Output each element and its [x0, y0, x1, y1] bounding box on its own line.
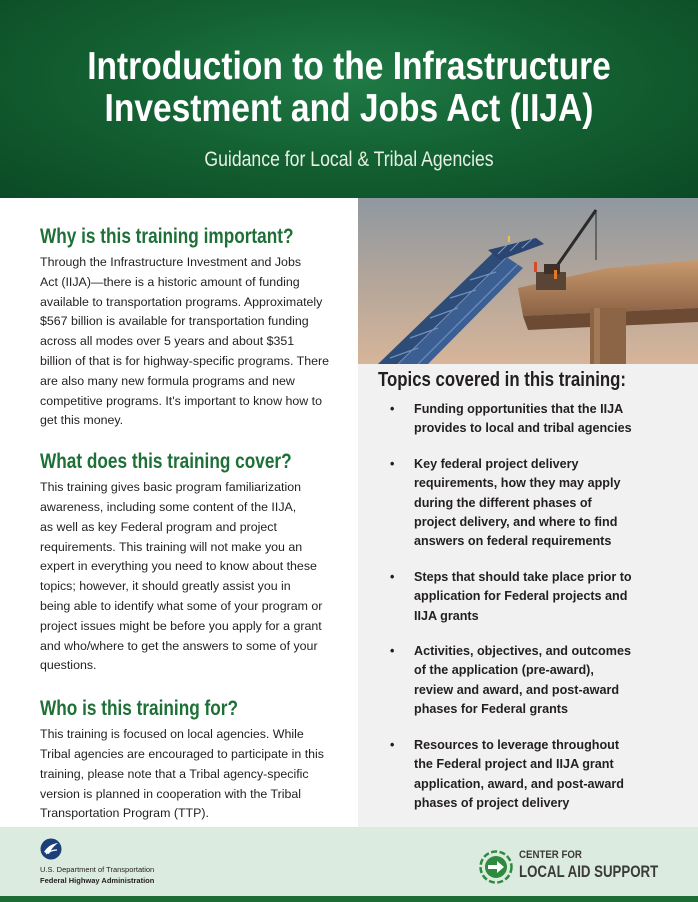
topic-line: review and award, and post-award	[414, 682, 620, 697]
topic-item	[390, 568, 690, 626]
clas-line: CENTER FOR	[519, 849, 582, 861]
topic-item	[390, 455, 690, 552]
topic-line: answers on federal requirements	[414, 534, 612, 549]
section-heading: Who is this training for?	[40, 697, 239, 721]
page-subtitle: Guidance for Local & Tribal Agencies	[204, 148, 494, 171]
section-paragraph	[40, 478, 336, 676]
clas-wordmark	[519, 849, 698, 882]
para-line: expert in everything you need to know about these	[40, 559, 317, 574]
topic-line: the Federal project and IIJA grant	[414, 757, 614, 772]
title-line: Investment and Jobs Act (IIJA)	[104, 87, 594, 130]
section-what	[40, 449, 336, 676]
section-heading: What does this training cover?	[40, 450, 292, 474]
bullet-icon: •	[390, 456, 395, 471]
para-line: competitive programs. It's important to know how to	[40, 393, 322, 408]
bullet-icon: •	[390, 644, 395, 659]
para-line: available to transportation programs. Approximately	[40, 294, 323, 309]
bullet-icon: •	[390, 402, 395, 416]
section-why	[40, 224, 336, 431]
para-line: are also many new formula programs and new	[40, 373, 295, 388]
topic-line: Key federal project delivery	[414, 456, 579, 471]
para-line: This training gives basic program familiarization	[40, 480, 301, 495]
construction-photo	[358, 198, 698, 364]
topic-line: Activities, objectives, and outcomes	[414, 644, 631, 659]
topic-line: project delivery, and where to find	[414, 515, 618, 530]
para-line: and who/where to get the answers to some of your	[40, 638, 318, 653]
topic-line: requirements, how they may apply	[414, 476, 621, 491]
para-line: being able to identify what some of your program or	[40, 598, 323, 613]
topic-line: application, award, and post-award	[414, 776, 624, 791]
fhwa-line: Federal Highway Administration	[40, 876, 155, 885]
para-line: Tribal agencies are encouraged to participate in this	[40, 746, 325, 761]
topic-line: during the different phases of	[414, 495, 592, 510]
para-line: awareness, including some content of the IIJA,	[40, 499, 297, 514]
section-who	[40, 696, 336, 824]
para-line: project issues might be before you apply for a grant	[40, 618, 322, 633]
usdot-fhwa-wordmark	[40, 864, 154, 886]
topics-heading: Topics covered in this training:	[378, 369, 626, 391]
header-banner	[0, 0, 698, 198]
para-line: Transportation Program (TTP).	[40, 806, 209, 821]
usdot-logo-icon	[40, 838, 62, 860]
topic-item	[390, 642, 690, 720]
page-title	[49, 46, 649, 130]
topics-list	[390, 400, 690, 813]
para-line: billion of that is for highway-specific programs. There	[40, 353, 330, 368]
para-line: questions.	[40, 658, 97, 673]
para-line: requirements. This training will not make you an	[40, 539, 303, 554]
topic-line: of the application (pre-award),	[414, 663, 594, 678]
topic-line: IIJA grants	[414, 608, 479, 623]
topic-item	[390, 400, 690, 439]
bridge-construction-image	[358, 198, 698, 364]
para-line: Act (IIJA)—there is a historic amount of funding	[40, 274, 300, 289]
title-line: Introduction to the Infrastructure	[87, 45, 611, 88]
para-line: This training is focused on local agencies. While	[40, 727, 304, 742]
para-line: training, please note that a Tribal agency-specific	[40, 766, 309, 781]
para-line: across all modes over 5 years and about $351	[40, 334, 295, 349]
para-line: $567 billion is available for transportation funding	[40, 314, 309, 329]
left-column	[40, 224, 336, 824]
para-line: as well as key Federal program and project	[40, 519, 277, 534]
section-paragraph	[40, 253, 336, 431]
section-paragraph	[40, 725, 336, 824]
bullet-icon: •	[390, 737, 395, 752]
clas-line: LOCAL AID SUPPORT	[519, 862, 659, 881]
para-line: get this money.	[40, 413, 124, 428]
topic-item	[390, 736, 690, 814]
para-line: Through the Infrastructure Investment and Jobs	[40, 255, 302, 269]
bullet-icon: •	[390, 569, 395, 584]
dot-line: U.S. Department of Transportation	[40, 865, 155, 874]
para-line: version is planned in cooperation with the Tribal	[40, 786, 302, 801]
topic-line: phases of project delivery	[414, 795, 570, 810]
footer-bar	[0, 896, 698, 902]
topic-line: phases for Federal grants	[414, 702, 568, 717]
topic-line: provides to local and tribal agencies	[414, 421, 632, 436]
topic-line: Steps that should take place prior to	[414, 569, 632, 584]
topic-line: Funding opportunities that the IIJA	[414, 402, 624, 416]
clas-arrow-logo-icon	[479, 850, 513, 884]
topic-line: application for Federal projects and	[414, 589, 628, 604]
section-heading: Why is this training important?	[40, 225, 294, 248]
para-line: topics; however, it should greatly assist you in	[40, 579, 291, 594]
topic-line: Resources to leverage throughout	[414, 737, 620, 752]
